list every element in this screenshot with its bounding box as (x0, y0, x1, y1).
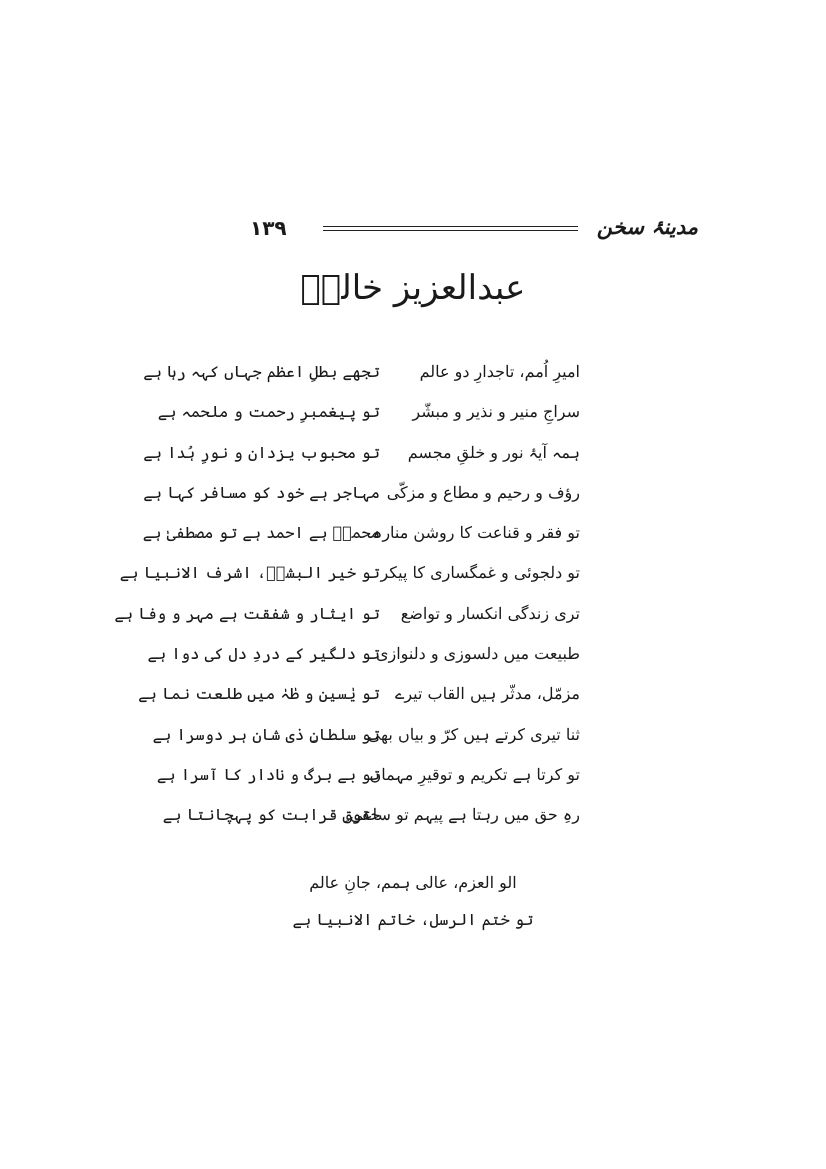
closing-line-1: الو العزم، عالی ہمم، جانِ عالم (309, 873, 517, 892)
misra-first: طبیعت میں دلسوزی و دلنوازی (375, 644, 580, 664)
poem-couplets (114, 362, 580, 846)
header-rule-top (323, 226, 578, 227)
misra-second: تجھے بطلِ اعظم جہاں کہہ رہا ہے (143, 362, 380, 381)
misra-second: تو سلطانِ ذی شان ہر دوسرا ہے (152, 724, 380, 744)
misra-first: ہمہ آیۂ نور و خلقِ مجسم (407, 442, 580, 462)
page-header (0, 212, 826, 248)
misra-first: مزمّل، مدثّر ہیں القاب تیرے (394, 684, 580, 704)
misra-second: تو بے برگ و نادار کا آسرا ہے (156, 764, 380, 784)
misra-second: مہاجر ہے خود کو مسافر کہا ہے (143, 482, 380, 502)
couplet (143, 362, 580, 402)
couplet (157, 402, 580, 442)
misra-first: رہِ حق میں رہتا ہے پیہم تو ساعی (349, 805, 580, 825)
misra-first: امیرِ اُمم، تاجدارِ دو عالم (419, 362, 580, 381)
couplet (143, 482, 580, 523)
misra-second: حقوقِ قرابت کو پہچانتا ہے (162, 805, 380, 825)
couplet (138, 684, 580, 724)
misra-second: تو ایثار و شفقت ہے مہر و وفا ہے (114, 603, 380, 623)
misra-first: تو کرتا ہے تکریم و توقیرِ مہماں (369, 764, 580, 784)
couplet (156, 764, 580, 805)
misra-second: تو پیغمبرِ رحمت و ملحمہ ہے (157, 402, 380, 422)
misra-second: تو خیر البشرؐ، اشرف الانبیا ہے (119, 563, 380, 583)
couplet (152, 724, 580, 765)
misra-first: رؤف و رحیم و مطاع و مزکّی (386, 482, 580, 502)
couplet (147, 644, 580, 684)
misra-first: تو دلجوئی و غمگساری کا پیکر (380, 563, 580, 583)
misra-second: تو محبوب یزدان و نورِ ہُدا ہے (143, 442, 380, 462)
misra-first: تری زندگی انکسار و تواضع (400, 603, 580, 623)
header-rule-bottom (323, 230, 578, 231)
couplet (114, 603, 580, 644)
page-number: ۱۳۹ (250, 216, 287, 240)
misra-second: تو دلگیر کے دردِ دل کی دوا ہے (147, 644, 380, 664)
misra-second: تو یٰسین و طٰہٰ میں طلعت نما ہے (138, 684, 380, 704)
couplet (143, 442, 580, 483)
misra-first: تو فقر و قناعت کا روشن منارہ (372, 523, 580, 543)
misra-first: سراجِ منیر و نذیر و مبشّر (412, 402, 580, 422)
misra-first: ثنا تیری کرتے ہیں کرّ و بیاں بھی (367, 724, 580, 744)
closing-line-2: تو ختم الرسل، خاتم الانبیا ہے (292, 910, 534, 929)
misra-second: محمدؐ ہے احمد ہے تو مصطفیٰ ہے (142, 523, 380, 543)
couplet (142, 523, 580, 563)
couplet (162, 805, 580, 845)
book-title: مدینۂ سخن (596, 214, 698, 239)
couplet (119, 563, 580, 603)
poet-name: عبدالعزیز خالدؔ (300, 268, 526, 308)
